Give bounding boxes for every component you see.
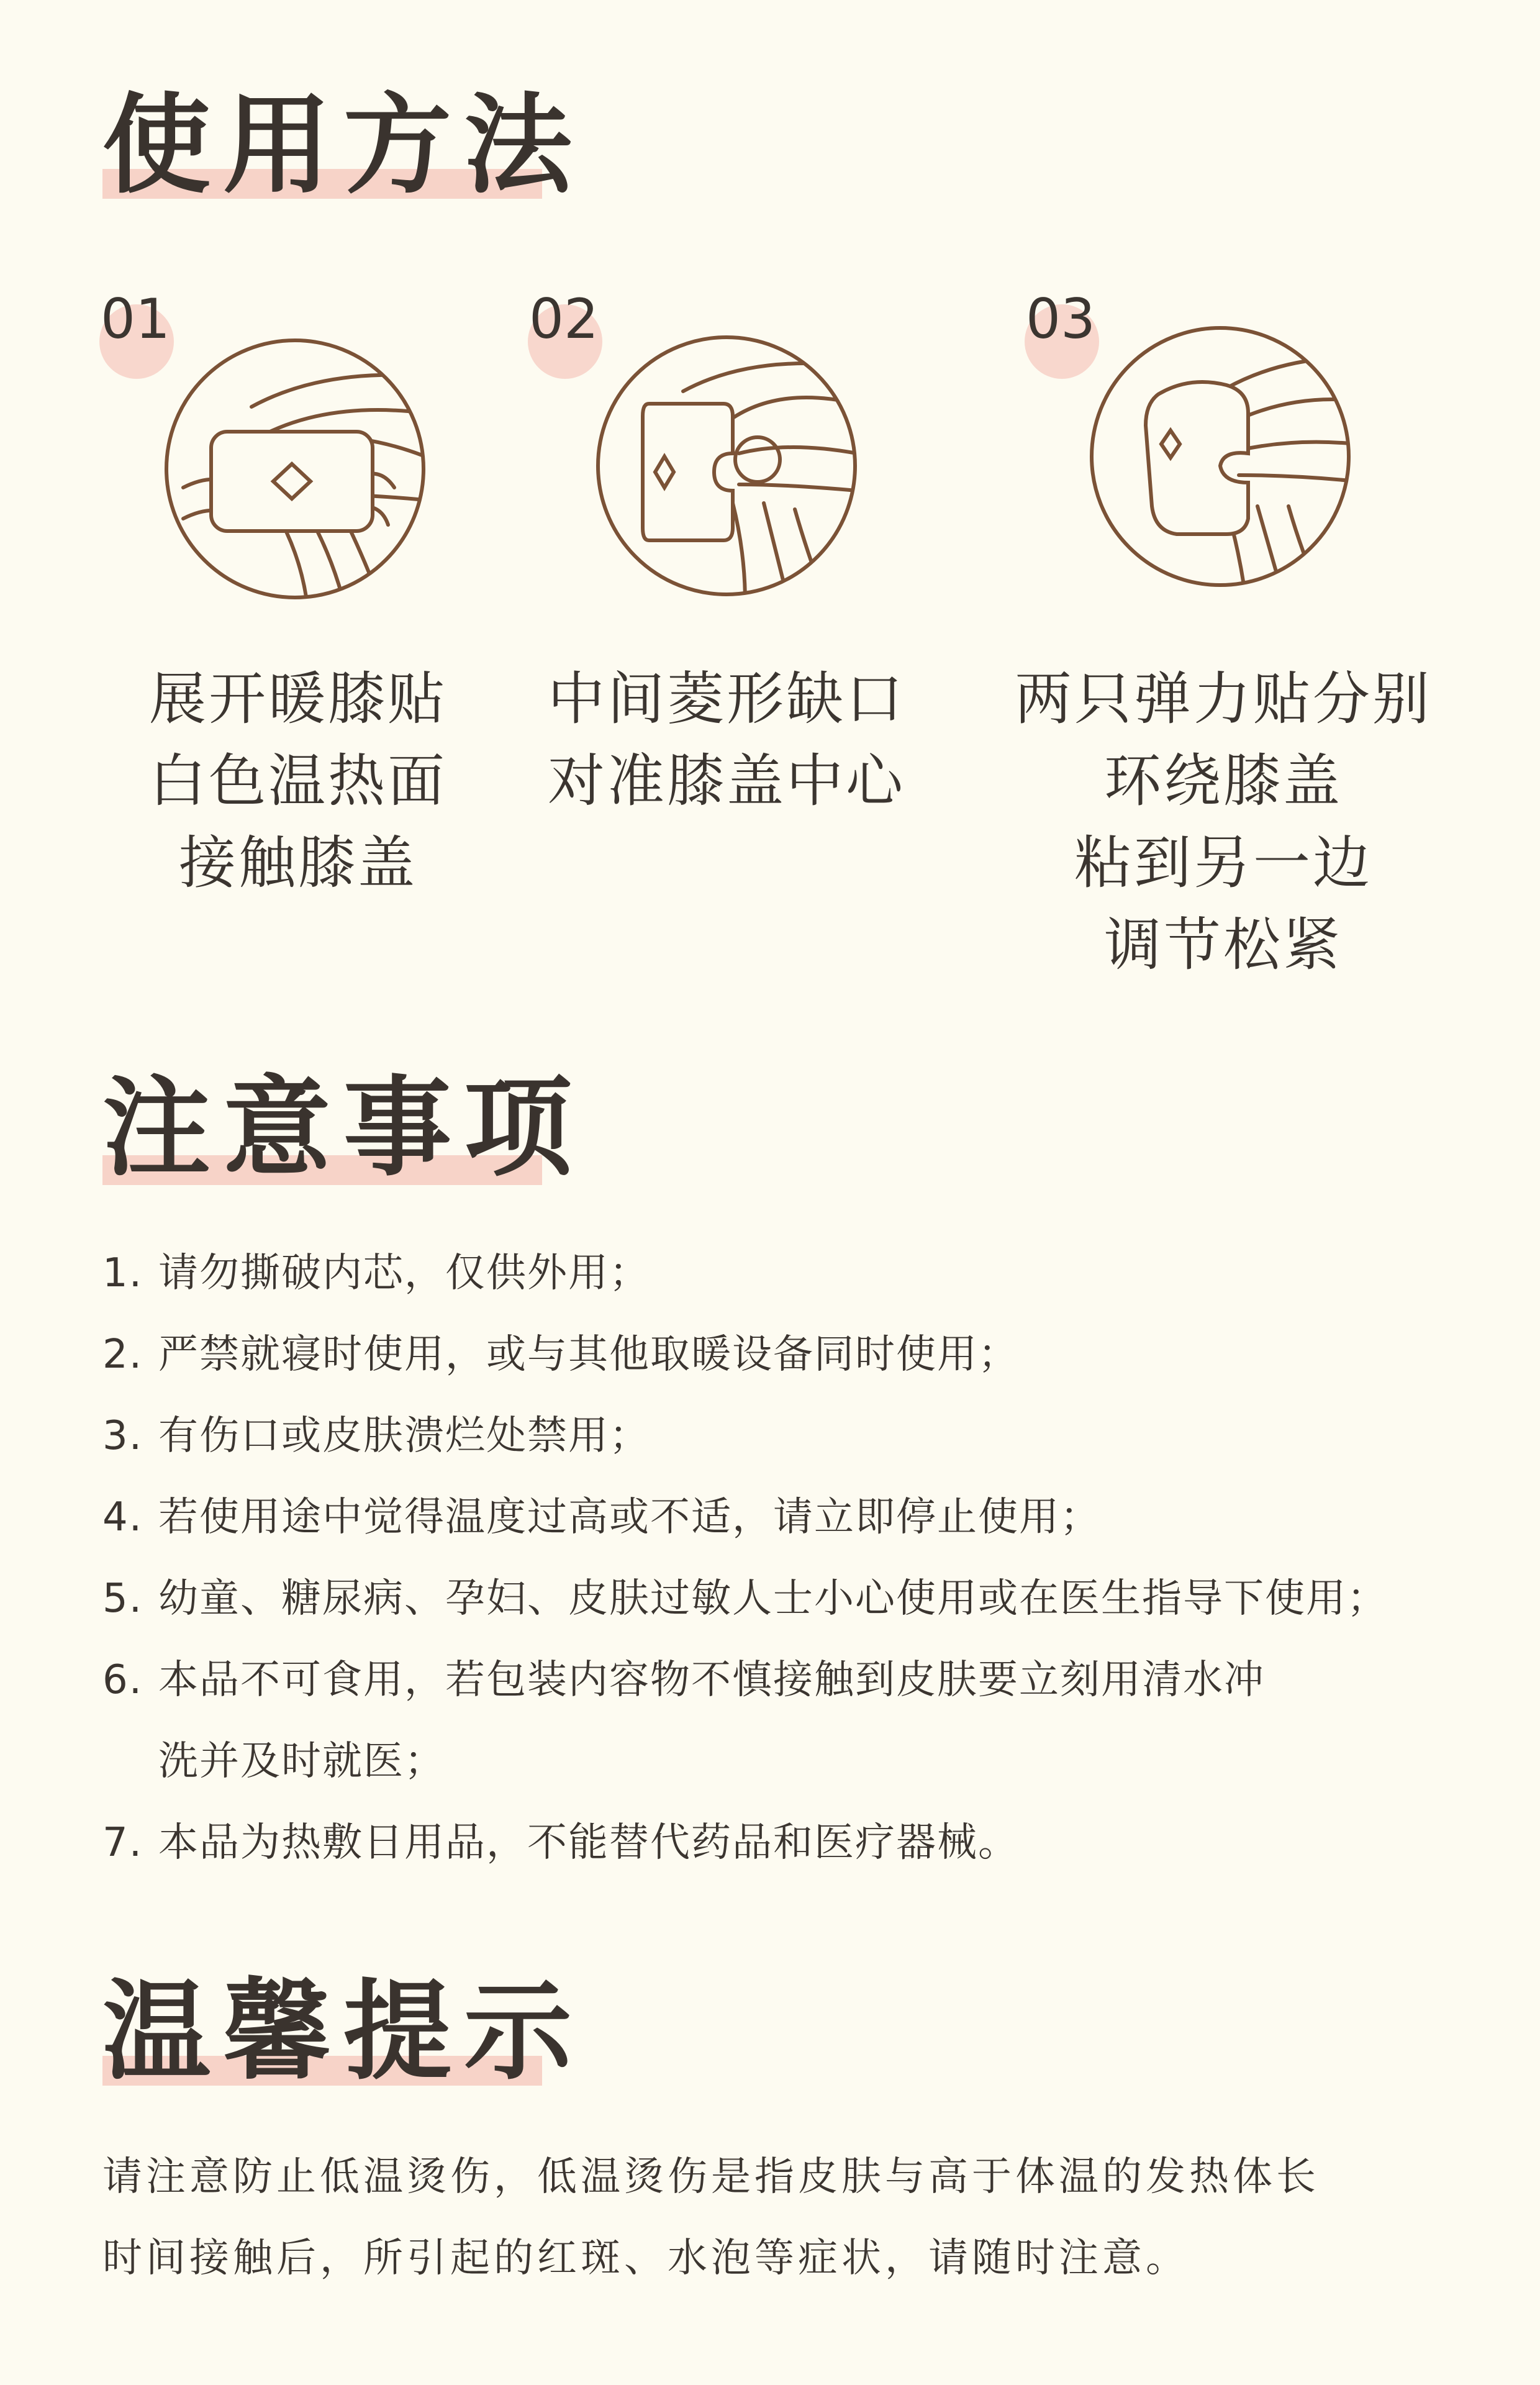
tips-line: 时间接触后，所引起的红斑、水泡等症状，请随时注意。 — [102, 2235, 1189, 2281]
list-item — [102, 1233, 1456, 1314]
list-item — [102, 1802, 1456, 1884]
step-line: 对准膝盖中心 — [547, 748, 905, 814]
list-item-number: 3. — [102, 1413, 143, 1459]
step-number: 03 — [1026, 287, 1095, 351]
tips-line: 请注意防止低温烫伤，低温烫伤是指皮肤与高于体温的发热体长 — [102, 2154, 1320, 2200]
usage-step-3 — [987, 273, 1459, 978]
list-item-text: 若使用途中觉得温度过高或不适，请立即停止使用； — [158, 1494, 1101, 1540]
usage-step-2 — [491, 273, 962, 969]
knee-pad-align-icon — [590, 329, 863, 602]
list-item — [102, 1558, 1456, 1640]
list-item — [102, 1477, 1456, 1558]
list-item-text: 本品为热敷日用品，不能替代药品和医疗器械。 — [158, 1820, 1019, 1866]
step-line: 白色温热面 — [148, 748, 447, 814]
step-instructions — [491, 658, 962, 822]
tips-text — [102, 2137, 1450, 2299]
list-item-text: 严禁就寝时使用，或与其他取暖设备同时使用； — [158, 1332, 1019, 1378]
step-number: 01 — [101, 287, 170, 351]
usage-title: 使用方法 — [102, 83, 585, 209]
list-item-number: 6. — [102, 1657, 143, 1703]
notice-list — [102, 1233, 1456, 1884]
notice-title: 注意事项 — [102, 1065, 585, 1191]
list-item-number: 4. — [102, 1494, 143, 1540]
list-item — [102, 1640, 1456, 1802]
list-item-number: 1. — [102, 1250, 143, 1296]
list-item-text: 请勿撕破内芯，仅供外用； — [158, 1250, 650, 1296]
step-line: 环绕膝盖 — [1103, 748, 1343, 814]
step-line: 两只弹力贴分别 — [1014, 666, 1432, 732]
list-item-text: 本品不可食用，若包装内容物不慎接触到皮肤要立刻用清水冲 洗并及时就医； — [158, 1657, 1265, 1784]
list-item — [102, 1396, 1456, 1477]
step-number: 02 — [529, 287, 599, 351]
list-item-text: 有伤口或皮肤溃烂处禁用； — [158, 1413, 650, 1459]
knee-pad-wrap-icon — [1084, 320, 1357, 593]
list-item-number: 7. — [102, 1820, 143, 1866]
list-item-number: 2. — [102, 1332, 143, 1378]
step-instructions — [987, 658, 1459, 986]
list-item-text: 幼童、糖尿病、孕妇、皮肤过敏人士小心使用或在医生指导下使用； — [158, 1576, 1388, 1622]
step-instructions — [62, 658, 534, 904]
step-line: 中间菱形缺口 — [547, 666, 905, 732]
list-item-number: 5. — [102, 1576, 143, 1622]
step-line: 接触膝盖 — [178, 830, 417, 896]
step-line: 展开暖膝贴 — [148, 666, 447, 732]
list-item — [102, 1314, 1456, 1396]
knee-pad-unfold-icon — [158, 332, 432, 606]
usage-step-1 — [62, 273, 534, 969]
tips-title: 温馨提示 — [102, 1969, 585, 2095]
step-line: 粘到另一边 — [1074, 830, 1372, 896]
step-line: 调节松紧 — [1103, 912, 1343, 978]
